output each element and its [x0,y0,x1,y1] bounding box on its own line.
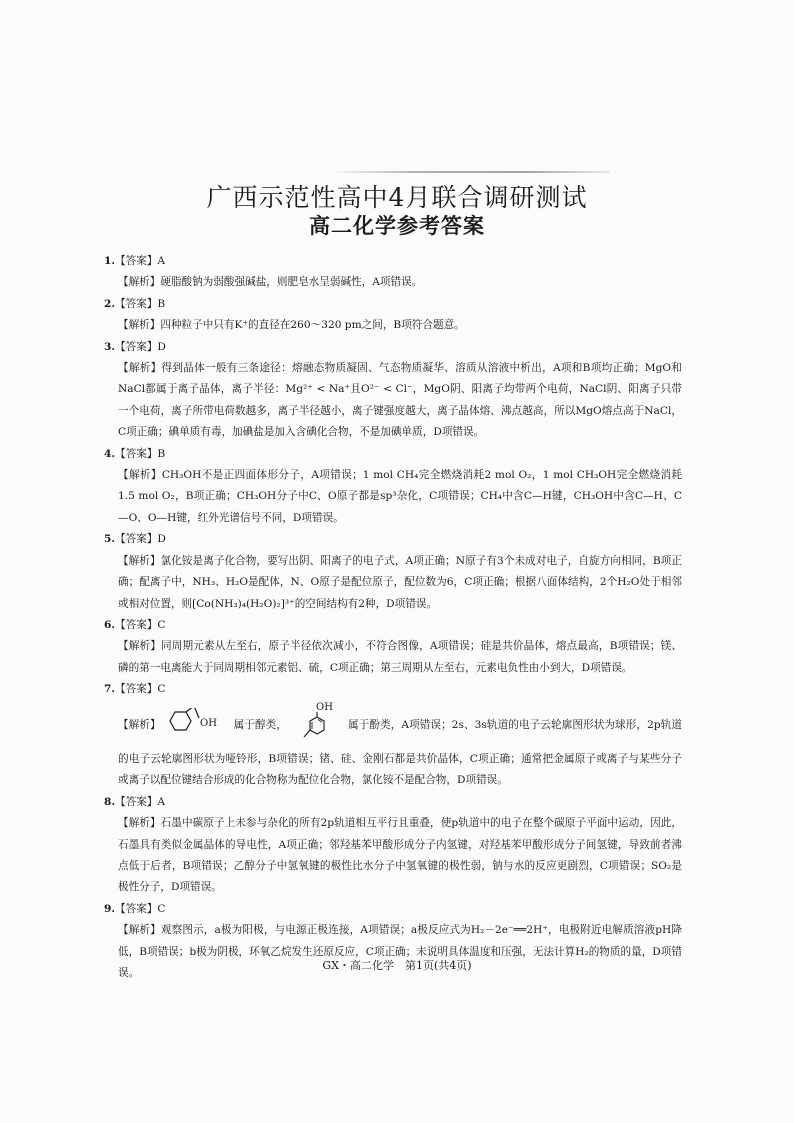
answer-text: 【答案】A [115,255,166,267]
explanation-continuation: 属于酚类，A项错误；2s、3s轨道的电子云轮廓图形状为球形，2p轨道的电子云轮廓图形状为哑铃形，B项错误；锗、硅、金刚石都是共价晶体，C项正确；通常把金属原子或离子与某些分子或离子以配位键结合形成的化合物称为配位化合物，氯化铵不是配合物，D项错误。 [118,718,682,787]
scan-artifact-line [330,171,610,173]
question-2 [104,294,682,337]
answer-line [104,899,682,920]
question-6 [104,615,682,679]
question-number: 2. [104,297,116,310]
hydroxyl-label: OH [200,717,218,729]
answer-text: 【答案】D [115,340,166,353]
answer-text: 【答案】C [115,902,166,915]
explanation-text: 【解析】四种粒子中只有K⁺的直径在260～320 pm之间，B项符合题意。 [118,319,465,332]
question-1 [104,251,682,294]
cyclohexylmethanol-structure-icon [164,708,230,742]
answer-line [104,337,682,358]
answer-text: 【答案】C [115,618,166,631]
answer-text: 【答案】B [115,297,166,310]
page-subtitle: 高二化学参考答案 [309,214,485,238]
para-cresol-structure-icon [290,701,344,749]
question-number: 8. [104,795,116,808]
question-number: 7. [104,683,116,696]
explanation-label: 【解析】 [118,718,161,731]
question-8 [104,792,682,899]
answer-line [104,792,682,813]
answer-line [104,679,682,700]
answer-text: 【答案】C [115,683,166,696]
answer-line [104,529,682,550]
alcohol-text: 属于醇类， [233,718,288,731]
page-title: 广西示范性高中4月联合调研测试 [206,183,588,212]
hydroxyl-label: OH [316,701,334,713]
explanation-text: 【解析】CH₃OH不是正四面体形分子，A项错误；1 mol CH₄完全燃烧消耗2 mol O₂，1 mol CH₃OH完全燃烧消耗1.5 mol O₂，B项正确；CH₃OH分子中C、O原子都是sp³杂化，C项错误；CH₄中含C—H键，CH₃OH中含C—H、C—O、O—H键，红外光谱信号不同，D项错误。 [118,469,682,524]
question-4 [104,444,682,530]
question-number: 4. [104,447,116,460]
explanation-text [104,701,682,792]
explanation-text: 【解析】硬脂酸钠为弱酸强碱盐，则肥皂水呈弱碱性，A项错误。 [118,276,423,289]
answer-list [104,251,682,984]
answer-line [104,444,682,465]
answer-text: 【答案】B [115,447,166,460]
answer-text: 【答案】D [115,533,166,546]
page-footer: GX・高二化学 第1页(共4页) [322,959,472,972]
answer-line [104,294,682,315]
question-7 [104,679,682,792]
explanation-text: 【解析】氯化铵是离子化合物，要写出阴、阳离子的电子式，A项正确；N原子有3个未成对电子，自旋方向相同，B项正确；配离子中，NH₃、H₂O是配体，N、O原子是配位原子，配位数为6，C项正确；根据八面体结构，2个H₂O处于相邻或相对位置，则[Co(NH₃)₄(H₂O)₂]³⁺的空间结构有2种，D项错误。 [118,554,682,610]
explanation-text: 【解析】观察图示，a极为阳极，与电源正极连接，A项错误；a极反应式为H₂－2e⁻══2H⁺，电极附近电解质溶液pH降低，B项错误；b极为阴极，环氧乙烷发生还原反应，C项正确；未说明具体温度和压强，无法计算H₂的物质的量，D项错误。 [118,924,682,979]
explanation-text: 【解析】石墨中碳原子上未参与杂化的所有2p轨道相互平行且重叠，使p轨道中的电子在整个碳原子平面中运动，因此，石墨具有类似金属晶体的导电性，A项正确；邻羟基苯甲酸形成分子内氢键，对羟基苯甲酸形成分子间氢键，导致前者沸点低于后者，B项错误；乙醇分子中氢氧键的极性比水分子中氢氧键的极性弱，钠与水的反应更剧烈，C项错误；SO₂是极性分子，D项错误。 [118,817,682,894]
question-number: 6. [104,618,116,631]
question-5 [104,529,682,615]
answer-text: 【答案】A [115,795,166,808]
explanation-text: 【解析】得到晶体一般有三条途径：熔融态物质凝固、气态物质凝华、溶质从溶液中析出，A项和B项均正确；MgO和NaCl都属于离子晶体，离子半径：Mg²⁺ < Na⁺且O²⁻ < Cl⁻，MgO阴、阳离子均带两个电荷，NaCl阴、阳离子只带一个电荷，离子所带电荷数越多，离子半径越小，离子键强度越大，离子晶体熔、沸点越高，所以MgO熔点高于NaCl，C项正确；碘单质有毒，加碘盐是加入含碘化合物，不是加碘单质，D项错误。 [118,362,682,439]
question-3 [104,337,682,444]
explanation-text: 【解析】同周期元素从左至右，原子半径依次减小，不符合图像，A项错误；硅是共价晶体，熔点最高，B项错误；镁、磷的第一电离能大于同周期相邻元素铝、硫，C项正确；第三周期从左至右，元素电负性由小到大，D项错误。 [118,640,682,674]
question-number: 1. [104,255,116,267]
question-number: 9. [104,902,116,915]
answer-line [104,615,682,636]
question-number: 5. [104,533,116,546]
question-number: 3. [104,340,116,353]
answer-line [104,251,682,272]
